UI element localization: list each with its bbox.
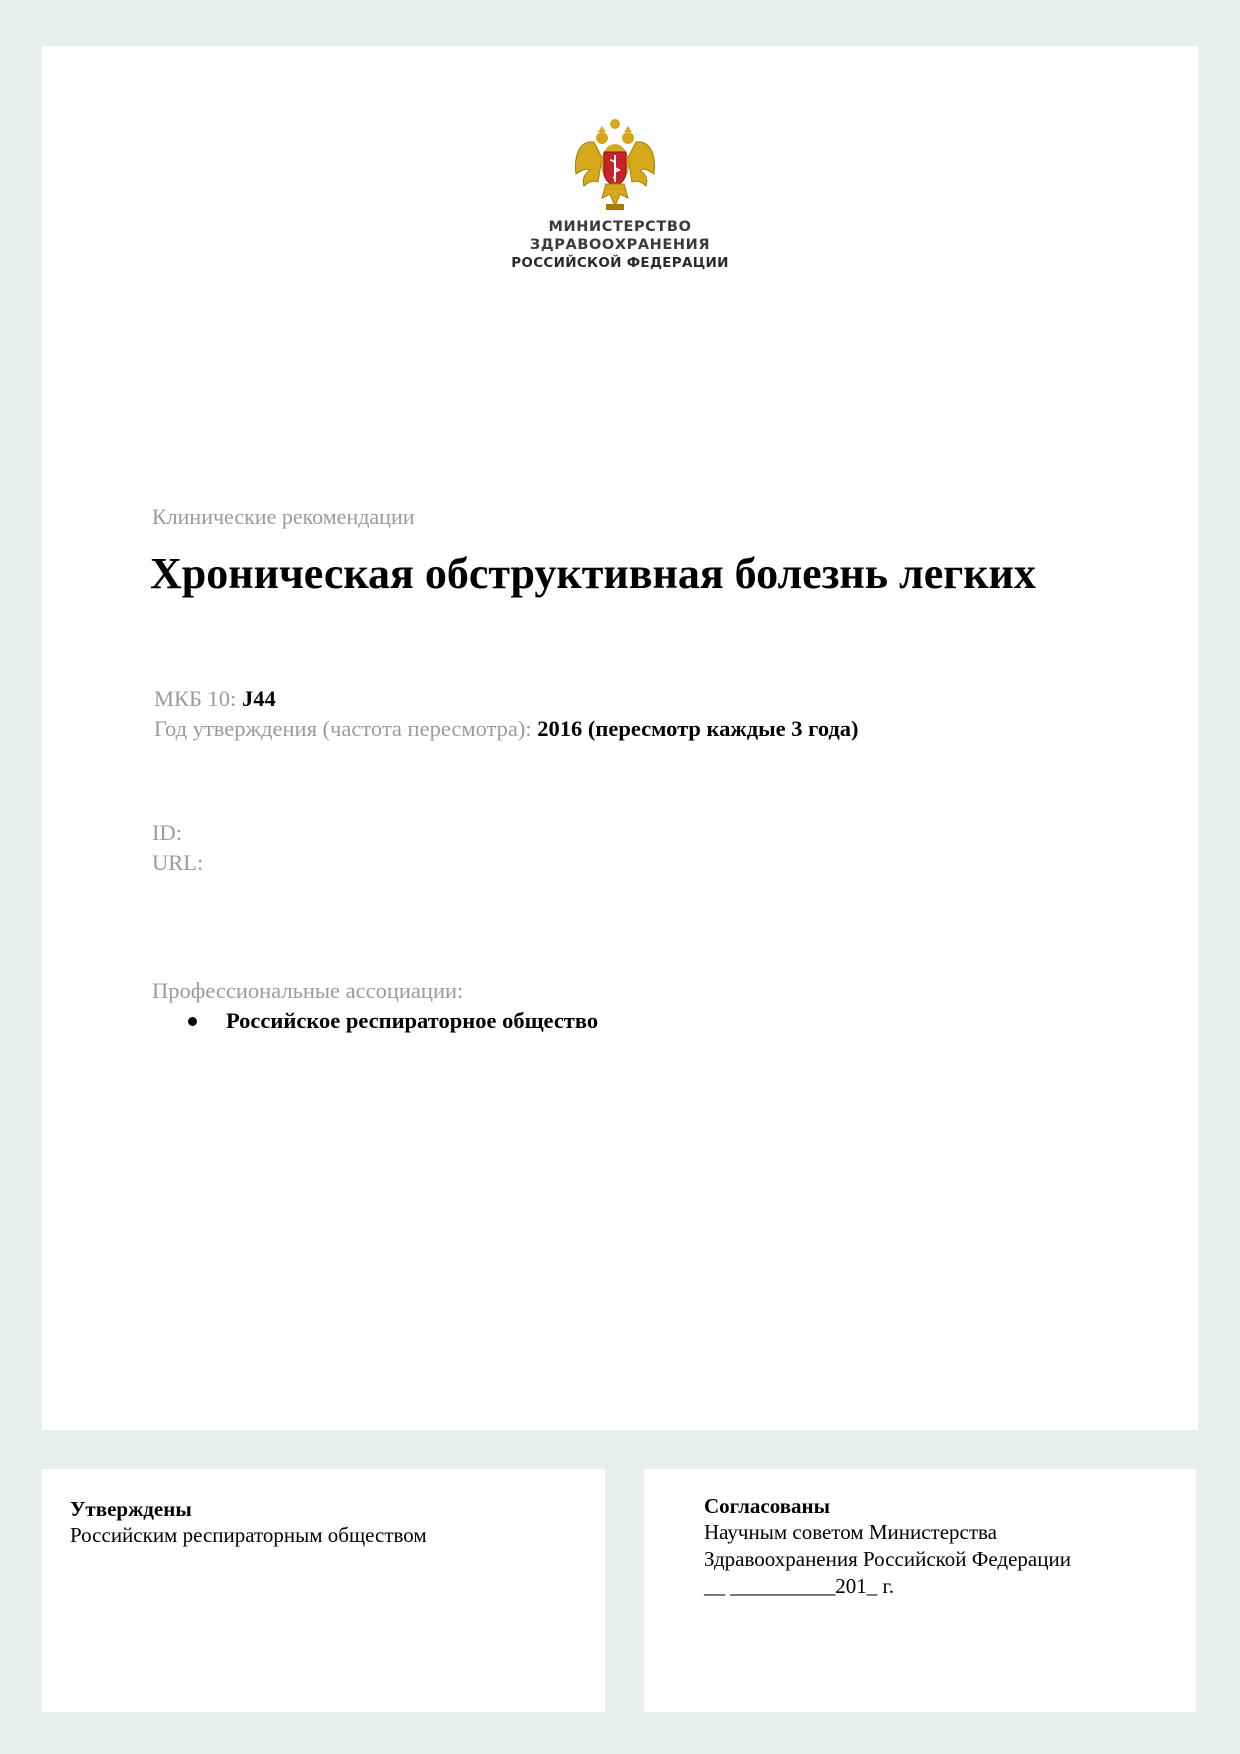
bullet-icon (188, 1017, 197, 1026)
icd-code-row (154, 686, 276, 712)
agreed-date-line: __ __________201_ г. (704, 1574, 894, 1598)
approved-line: Российским респираторным обществом (70, 1523, 427, 1547)
ministry-line-3: РОССИЙСКОЙ ФЕДЕРАЦИИ (511, 255, 729, 271)
icd-value: J44 (241, 686, 276, 711)
year-value: 2016 (пересмотр каждые 3 года) (537, 716, 859, 741)
approved-card (42, 1469, 605, 1712)
ministry-logo-text (470, 218, 770, 272)
document-title: Хроническая обструктивная болезнь легких (150, 549, 1036, 598)
agreed-line-2: Здравоохранения Российской Федерации (704, 1547, 1071, 1571)
approval-year-row (154, 716, 859, 742)
url-label: URL: (152, 850, 204, 875)
ministry-line-1: МИНИСТЕРСТВО (548, 219, 692, 235)
associations-list (188, 1008, 598, 1034)
association-name: Российское респираторное общество (226, 1008, 599, 1033)
ministry-line-2: ЗДРАВООХРАНЕНИЯ (529, 237, 711, 253)
year-label: Год утверждения (частота пересмотра): (154, 716, 532, 741)
double-headed-eagle-emblem-icon (572, 118, 658, 214)
agreed-heading: Согласованы (704, 1494, 831, 1518)
approved-heading: Утверждены (70, 1497, 192, 1521)
list-item (188, 1008, 598, 1034)
id-label: ID: (152, 820, 182, 845)
icd-label: МКБ 10: (154, 686, 237, 711)
agreed-line-1: Научным советом Министерства (704, 1520, 998, 1544)
associations-label: Профессиональные ассоциации: (152, 978, 464, 1003)
agreed-card (644, 1469, 1196, 1712)
document-subtitle: Клинические рекомендации (152, 504, 415, 529)
